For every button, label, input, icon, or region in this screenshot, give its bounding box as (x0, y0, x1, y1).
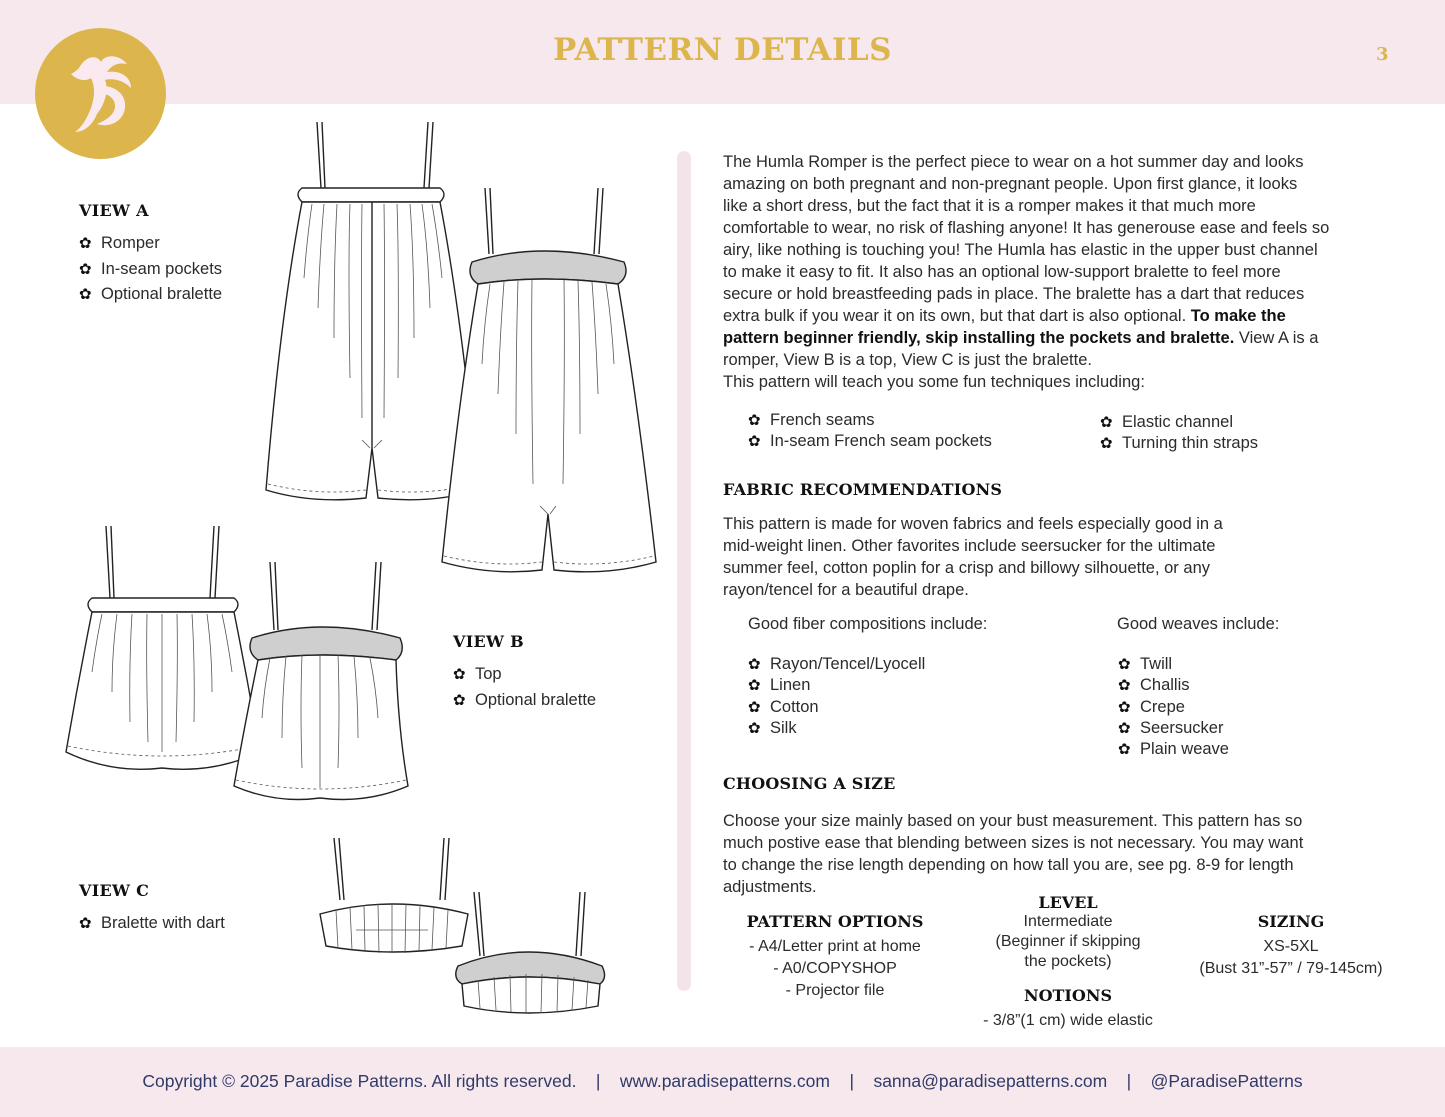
flower-bullet-icon: ✿ (748, 433, 761, 451)
column-divider (677, 151, 691, 991)
flower-bullet-icon: ✿ (748, 677, 761, 695)
list-item: ✿ Turning thin straps (1100, 433, 1258, 454)
list-item: ✿ Elastic channel (1100, 412, 1258, 433)
fibers-list (748, 654, 925, 739)
flower-bullet-icon: ✿ (1100, 414, 1113, 431)
page-number: 3 (1376, 44, 1389, 65)
size-heading: CHOOSING A SIZE (723, 774, 896, 793)
flower-bullet-icon: ✿ (453, 666, 466, 683)
list-item: ✿ Challis (1118, 675, 1229, 696)
notions-block: NOTIONS - 3/8”(1 cm) wide elastic (958, 986, 1178, 1032)
list-item: ✿ Optional bralette (79, 282, 222, 308)
flower-bullet-icon: ✿ (79, 260, 92, 278)
flower-bullet-icon: ✿ (1118, 719, 1131, 737)
list-item: ✿ In-seam pockets (79, 257, 222, 283)
view-a-heading: VIEW A (79, 201, 149, 220)
fabric-heading: FABRIC RECOMMENDATIONS (723, 480, 1003, 499)
level-block: LEVEL Intermediate (Beginner if skipping the pockets) (958, 893, 1178, 972)
view-b-list (453, 662, 596, 713)
website-link[interactable]: www.paradisepatterns.com (619, 1071, 830, 1091)
view-c-list (79, 911, 225, 937)
fabric-paragraph: This pattern is made for woven fabrics and feels especially good in a mid-weight linen. Other favorites include seersucker for the ultimate summer feel, cotton poplin for a crisp and billowy silhouette, or any rayon/tencel for a beautiful drape. (723, 515, 1223, 599)
list-item: ✿ In-seam French seam pockets (748, 431, 992, 452)
flower-bullet-icon: ✿ (79, 235, 92, 252)
list-item: ✿ Linen (748, 675, 925, 696)
level-heading: LEVEL (1038, 893, 1098, 912)
size-paragraph: Choose your size mainly based on your bust measurement. This pattern has so much postive ease that blending between sizes is not necessary. You may want to change the rise length depending on how tall you are, see pg. 8-9 for length adjustments. (723, 812, 1304, 896)
weaves-list (1118, 654, 1229, 760)
list-item: ✿ French seams (748, 410, 992, 431)
sizing-block: SIZING XS-5XL (Bust 31”-57” / 79-145cm) (1181, 912, 1401, 980)
flower-bullet-icon: ✿ (79, 915, 92, 932)
flower-bullet-icon: ✿ (748, 412, 761, 429)
pattern-options-block: PATTERN OPTIONS - A4/Letter print at home - A0/COPYSHOP - Projector file (725, 912, 945, 1002)
top-back-illustration (230, 558, 412, 806)
view-a-list (79, 231, 222, 308)
bralette-back-illustration (450, 888, 610, 1018)
email-link[interactable]: sanna@paradisepatterns.com (873, 1071, 1108, 1091)
list-item: ✿ Crepe (1118, 697, 1229, 718)
list-item: ✿ Seersucker (1118, 718, 1229, 739)
list-item: ✿ Optional bralette (453, 688, 596, 714)
footer (0, 1071, 1445, 1092)
footer-separator: | (595, 1071, 601, 1091)
view-c-heading: VIEW C (79, 881, 150, 900)
techniques-list-left (748, 410, 992, 453)
flower-bullet-icon: ✿ (1118, 741, 1131, 759)
notions-heading: NOTIONS (1023, 986, 1113, 1005)
view-b-heading: VIEW B (453, 632, 524, 651)
flower-bullet-icon: ✿ (748, 719, 761, 737)
footer-separator: | (849, 1071, 854, 1091)
flower-bullet-icon: ✿ (1118, 698, 1131, 716)
list-item: ✿ Twill (1118, 654, 1229, 675)
flower-bullet-icon: ✿ (79, 286, 92, 303)
romper-back-illustration (438, 184, 660, 576)
list-item: ✿ Silk (748, 718, 925, 739)
list-item: ✿ Top (453, 662, 596, 688)
list-item: ✿ Cotton (748, 697, 925, 718)
list-item: ✿ Bralette with dart (79, 911, 225, 937)
flower-bullet-icon: ✿ (748, 698, 761, 716)
intro-paragraph: The Humla Romper is the perfect piece to wear on a hot summer day and looks amazing on both pregnant and non-pregnant people. Upon first glance, it looks like a short dress, but the fact that it is a romper makes it that much more comfortable to wear, no risk of flashing anyone! It has generouse ease and feels so airy, like nothing is touching you! The Humla has elastic in the upper bust channel to make it easy to fit. It also has an optional low-support bralette to feel more secure or hold breastfeeding pads in place. The bralette has a dart that reduces extra bulk if you wear it on its own, but that dart is also optional. To make the pattern beginner friendly, skip installing the pockets and bralette. View A is a romper, View B is a top, View C is just the bralette. This pattern will teach you some fun techniques including: (723, 153, 1330, 391)
list-item: ✿ Romper (79, 231, 222, 257)
palm-tree-p-logo-icon (35, 28, 166, 159)
techniques-list-right (1100, 412, 1258, 455)
fibers-label: Good fiber compositions include: (748, 615, 988, 633)
list-item: ✿ Plain weave (1118, 739, 1229, 760)
flower-bullet-icon: ✿ (748, 656, 761, 673)
copyright-text: Copyright © 2025 Paradise Patterns. All rights reserved. (142, 1071, 577, 1091)
flower-bullet-icon: ✿ (1118, 677, 1131, 695)
weaves-label: Good weaves include: (1117, 615, 1280, 633)
page-title: PATTERN DETAILS (552, 32, 893, 68)
sizing-heading: SIZING (1257, 912, 1325, 931)
footer-separator: | (1126, 1071, 1132, 1091)
flower-bullet-icon: ✿ (1100, 435, 1113, 453)
list-item: ✿ Rayon/Tencel/Lyocell (748, 654, 925, 675)
flower-bullet-icon: ✿ (453, 691, 466, 709)
social-handle-link[interactable]: @ParadisePatterns (1150, 1071, 1303, 1091)
pattern-options-heading: PATTERN OPTIONS (746, 912, 924, 931)
flower-bullet-icon: ✿ (1118, 656, 1131, 673)
